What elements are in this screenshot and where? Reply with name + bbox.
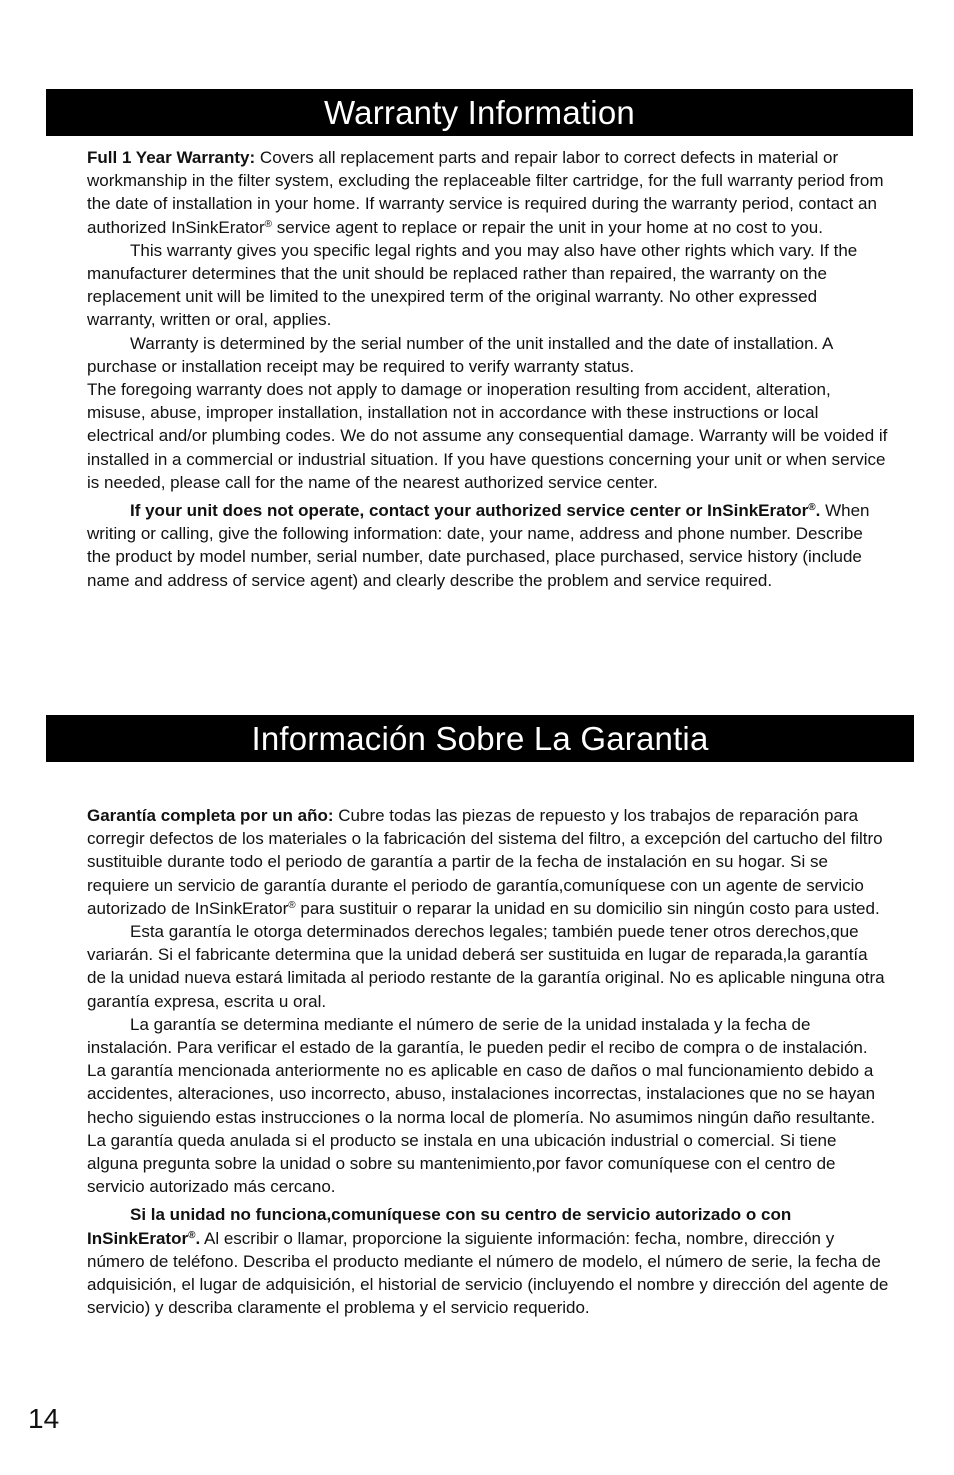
garantia-paragraph-contact bbox=[87, 1203, 889, 1319]
garantia-text: Cubre todas las piezas de repuesto y los trabajos de reparación para corregir defectos de los materiales o la fabricación del sistema del filtro, a excepción del cartucho del filtro sustituible durante todo el periodo de garantía a partir de la fecha de instalación en su hogar. Si se requiere un servicio de garantía durante el periodo de garantía,comuníquese con un agente de servicio autorizado de InSinkErator bbox=[87, 806, 883, 918]
contact-bold-text: If your unit does not operate, contact your authorized service center or InSinkErator®. bbox=[130, 501, 821, 521]
contacto-text: Al escribir o llamar, proporcione la siguiente información: fecha, nombre, dirección y número de teléfono. Describa el producto mediante el número de modelo, el número de serie, la fecha de adquisición, el lugar de adquisición, el historial de servicio (incluyendo el nombre y dirección del agente de servicio) y describa claramente el problema y el servicio requerido. bbox=[87, 1228, 889, 1318]
warranty-paragraph-serial: Warranty is determined by the serial number of the unit installed and the date of installation. A purchase or installation receipt may be required to verify warranty status. bbox=[87, 333, 833, 376]
warranty-text: Covers all replacement parts and repair labor to correct defects in material or workmanship in the filter system, excluding the replaceable filter cartridge, for the full warranty period from the date of installation in your home. If warranty service is required during the warranty period, contact an authorized InSinkErator bbox=[87, 148, 884, 237]
registered-mark: ® bbox=[288, 899, 296, 911]
warranty-lead-label: Full 1 Year Warranty: bbox=[87, 148, 256, 167]
garantia-paragraph-serial: La garantía se determina mediante el número de serie de la unidad instalada y la fecha de instalación. Para verificar el estado de la garantía, le pueden pedir el recibo de compra o de instalación. La garantía mencionada anteriormente no es aplicable en caso de daños o mal funcionamiento debido a accidentes, alteraciones, uso incorrecto, abuso, instalaciones incorrectas, instalaciones que no se hayan hecho siguiendo estas instrucciones o la norma local de plomería. No asumimos ningún daño resultante. La garantía queda anulada si el producto se instala en una ubicación industrial o comercial. Si tiene alguna pregunta sobre la unidad o sobre su mantenimiento,por favor comuníquese con el centro de servicio autorizado más cercano. bbox=[87, 1014, 876, 1197]
registered-mark: ® bbox=[188, 1229, 196, 1241]
warranty-english-body bbox=[87, 146, 889, 592]
garantia-paragraph-full-year bbox=[87, 804, 889, 920]
warranty-heading: Warranty Information bbox=[46, 89, 913, 136]
garantia-heading: Información Sobre La Garantia bbox=[46, 715, 914, 762]
garantia-text: para sustituir o reparar la unidad en su domicilio sin ningún costo para usted. bbox=[295, 898, 880, 918]
registered-mark: ® bbox=[264, 218, 273, 230]
page-number: 14 bbox=[28, 1403, 60, 1434]
warranty-spanish-body bbox=[87, 804, 889, 1319]
warranty-paragraph-legal-rights: This warranty gives you specific legal rights and you may also have other rights which vary. If the manufacturer determines that the unit should be replaced rather than repaired, the warranty on the replacement unit will be limited to the unexpired term of the original warranty. No other expressed warranty, written or oral, applies. bbox=[87, 240, 858, 330]
contact-text: When writing or calling, give the following information: date, your name, address and phone number. Describe the product by model number, serial number, date purchased, place purchased, service history (include name and address of service agent) and clearly describe the problem and service required. bbox=[87, 501, 870, 590]
warranty-text: service agent to replace or repair the unit in your home at no cost to you. bbox=[272, 217, 823, 237]
registered-mark: ® bbox=[808, 502, 816, 514]
contacto-bold-text: Si la unidad no funciona,comuníquese con su centro de servicio autorizado o con InSinkErator®. bbox=[87, 1205, 792, 1248]
garantia-paragraph-legal-rights: Esta garantía le otorga determinados derechos legales; también puede tener otros derechos,que variarán. Si el fabricante determina que la unidad deberá ser sustituida en lugar de reparada,la garantía de la unidad nueva estará limitada al periodo restante de la garantía original. No es aplicable ninguna otra garantía expresa, escrita u oral. bbox=[87, 922, 885, 1011]
warranty-paragraph-exclusions: The foregoing warranty does not apply to damage or inoperation resulting from accident, alteration, misuse, abuse, improper installation, installation not in accordance with these instructions or local electrical and/or plumbing codes. We do not assume any consequential damage. Warranty will be voided if installed in a commercial or industrial situation. If you have questions concerning your unit or when service is needed, please call for the name of the nearest authorized service center. bbox=[87, 380, 888, 492]
warranty-paragraph-contact bbox=[87, 499, 889, 592]
garantia-lead-label: Garantía completa por un año: bbox=[87, 806, 334, 825]
warranty-paragraph-full-year bbox=[87, 146, 889, 239]
